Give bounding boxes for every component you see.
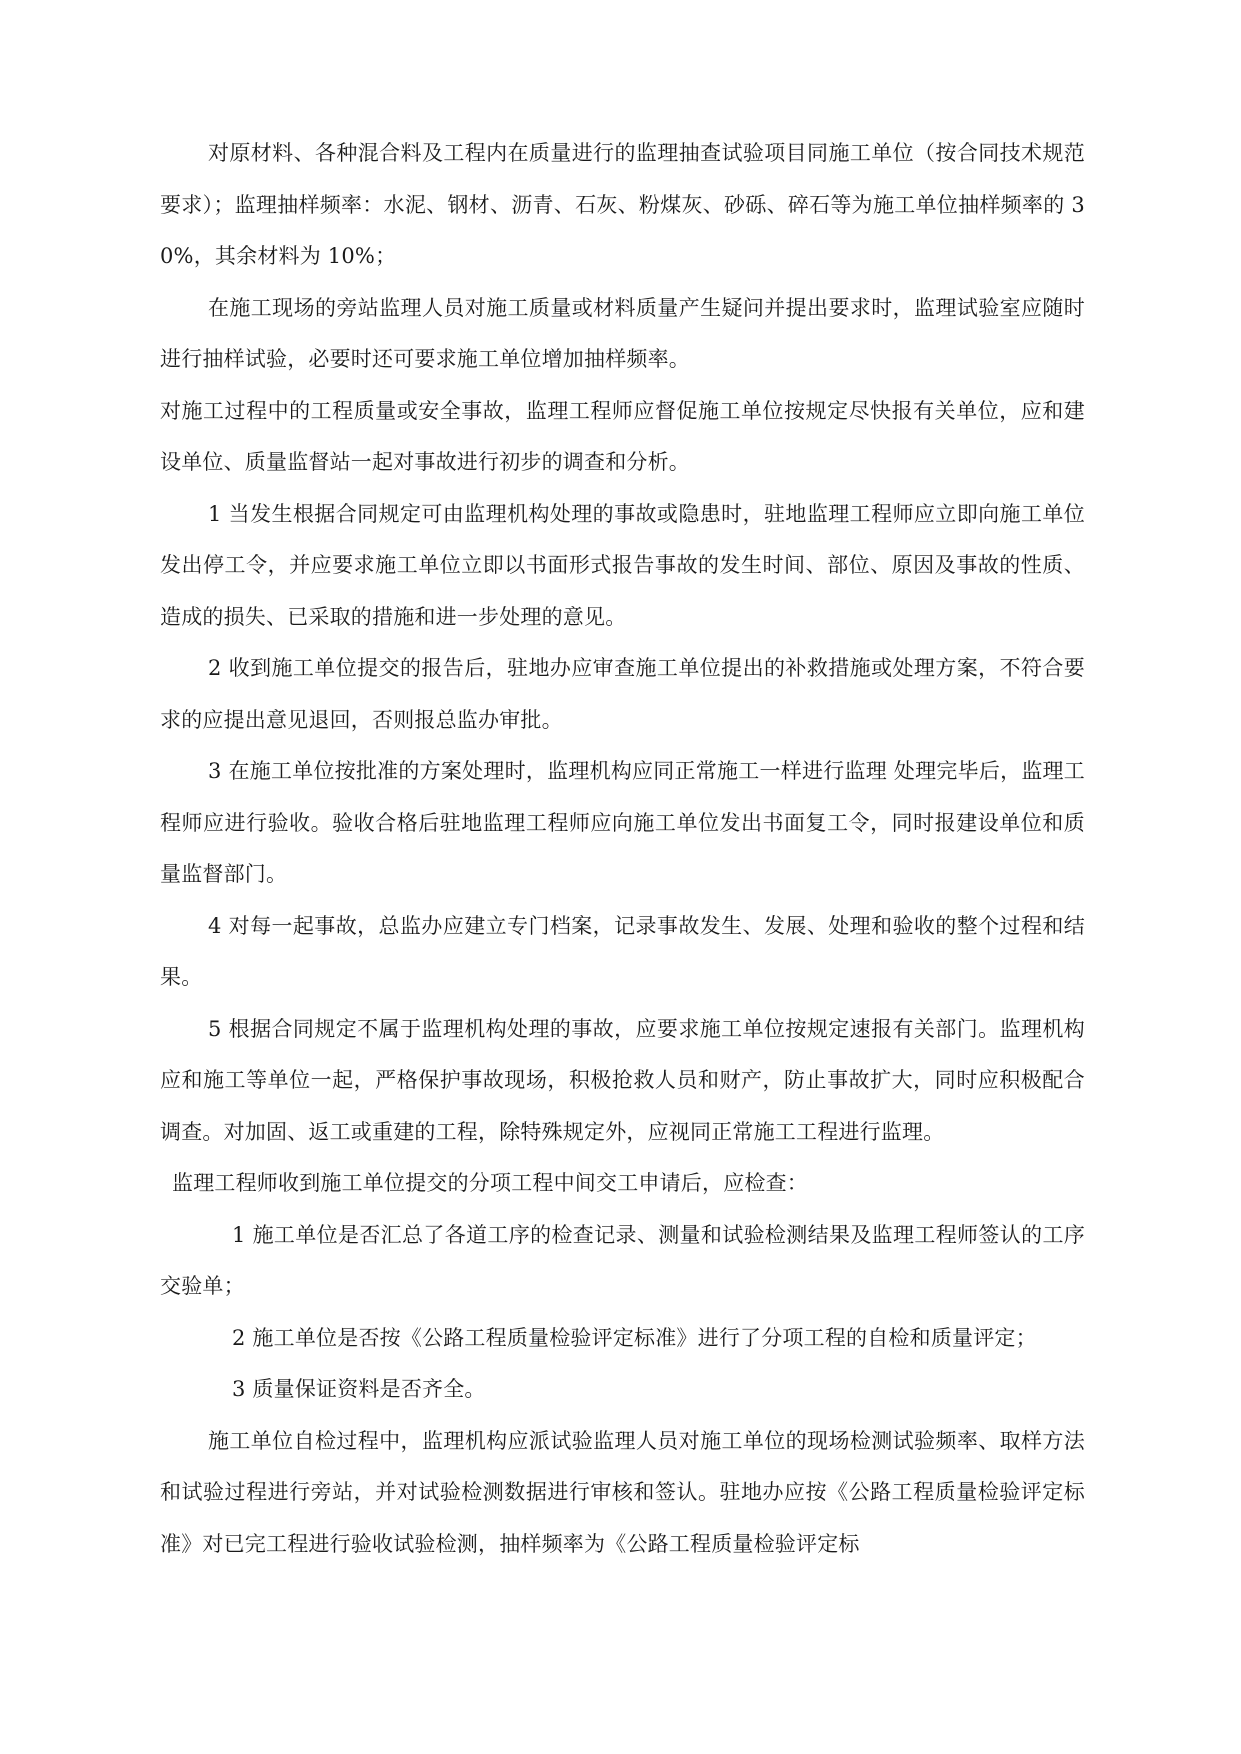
paragraph-item-2-review-report: 2 收到施工单位提交的报告后，驻地办应审查施工单位提出的补救措施或处理方案，不符合要求的应提出意见退回，否则报总监办审批。 <box>160 656 1085 732</box>
paragraph-check-item-3: 3 质量保证资料是否齐全。 <box>232 1377 486 1401</box>
document-body <box>160 128 1085 1570</box>
paragraph-sampling-frequency: 对原材料、各种混合料及工程内在质量进行的监理抽查试验项目同施工单位（按合同技术规范要求）；监理抽样频率：水泥、钢材、沥青、石灰、粉煤灰、砂砾、碎石等为施工单位抽样频率的 30%，其余材料为 10%； <box>160 141 1085 268</box>
paragraph-check-item-2: 2 施工单位是否按《公路工程质量检验评定标准》进行了分项工程的自检和质量评定； <box>232 1325 1037 1350</box>
paragraph-item-4-archive: 4 对每一起事故，总监办应建立专门档案，记录事故发生、发展、处理和验收的整个过程和结果。 <box>160 913 1085 989</box>
paragraph-item-3-resume-work: 3 在施工单位按批准的方案处理时，监理机构应同正常施工一样进行监理 处理完毕后，监理工程师应进行验收。验收合格后驻地监理工程师应向施工单位发出书面复工令，同时报建设单位和质量监督部门。 <box>160 759 1085 886</box>
paragraph-accident-reporting: 对施工过程中的工程质量或安全事故，监理工程师应督促施工单位按规定尽快报有关单位，应和建设单位、质量监督站一起对事故进行初步的调查和分析。 <box>160 398 1085 474</box>
paragraph-self-inspection: 施工单位自检过程中，监理机构应派试验监理人员对施工单位的现场检测试验频率、取样方法和试验过程进行旁站，并对试验检测数据进行审核和签认。驻地办应按《公路工程质量检验评定标准》对已完工程进行验收试验检测，抽样频率为《公路工程质量检验评定标 <box>160 1428 1085 1556</box>
paragraph-on-site-sampling: 在施工现场的旁站监理人员对施工质量或材料质量产生疑问并提出要求时，监理试验室应随时进行抽样试验，必要时还可要求施工单位增加抽样频率。 <box>160 295 1085 371</box>
paragraph-item-5-report-departments: 5 根据合同规定不属于监理机构处理的事故，应要求施工单位按规定速报有关部门。监理机构应和施工等单位一起，严格保护事故现场，积极抢救人员和财产，防止事故扩大，同时应积极配合调查。对加固、返工或重建的工程，除特殊规定外，应视同正常施工工程进行监理。 <box>160 1016 1085 1144</box>
paragraph-check-item-1: 1 施工单位是否汇总了各道工序的检查记录、测量和试验检测结果及监理工程师签认的工序交验单； <box>160 1222 1085 1298</box>
paragraph-item-1-stop-work: 1 当发生根据合同规定可由监理机构处理的事故或隐患时，驻地监理工程师应立即向施工单位发出停工令，并应要求施工单位立即以书面形式报告事故的发生时间、部位、原因及事故的性质、造成的损失、已采取的措施和进一步处理的意见。 <box>160 501 1085 629</box>
paragraph-interim-handover-check: 监理工程师收到施工单位提交的分项工程中间交工申请后，应检查： <box>172 1171 808 1195</box>
